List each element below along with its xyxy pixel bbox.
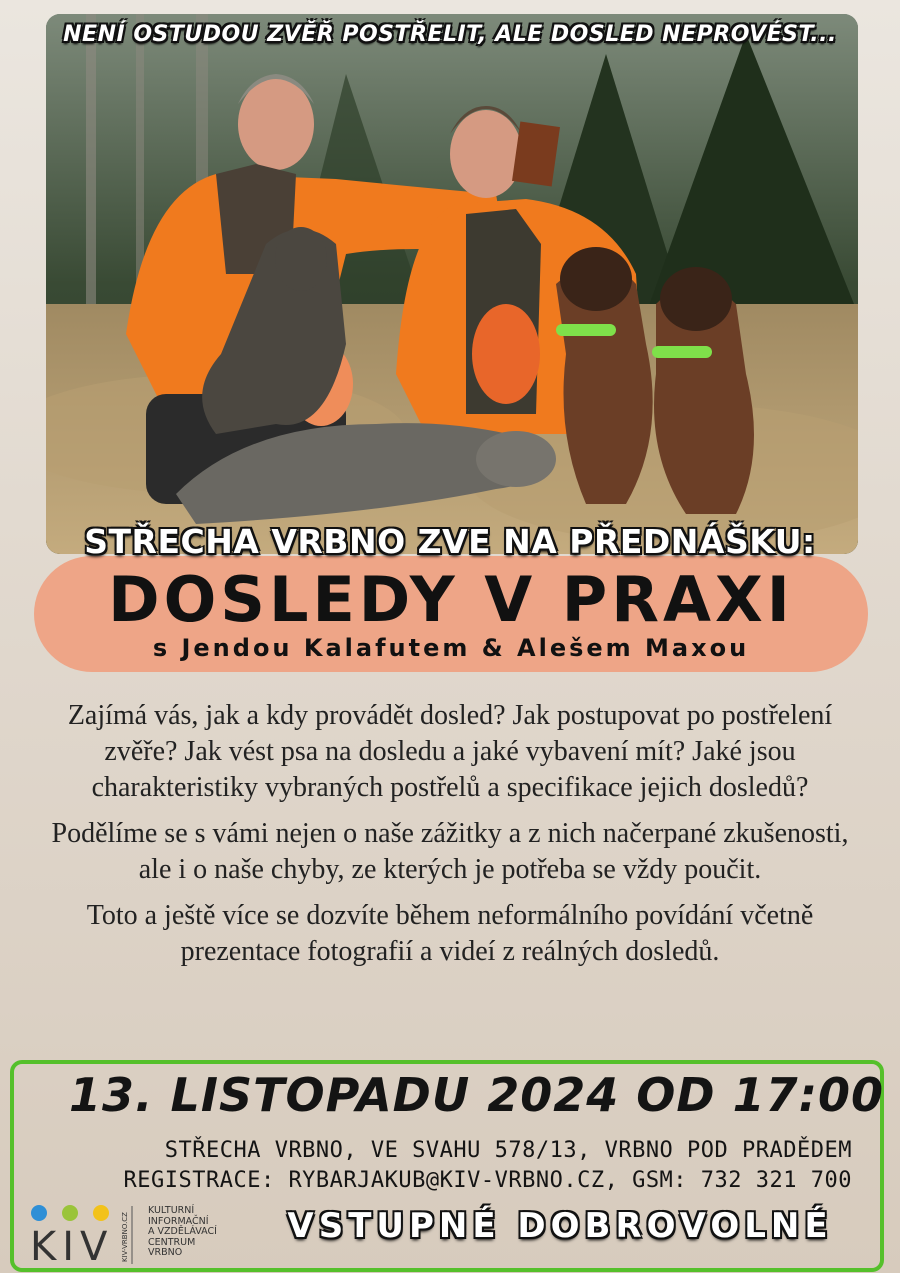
description-paragraph: Podělíme se s vámi nejen o naše zážitky a z nich načerpané zkušenosti, ale i o naše chyby, ze kterých je potřeba se vždy poučit.	[51, 818, 849, 885]
hero-photo	[46, 14, 858, 554]
logo-caption-line: CENTRUM	[148, 1236, 196, 1248]
registration-contact: REGISTRACE: RYBARJAKUB@KIV-VRBNO.CZ, GSM: 732 321 700	[123, 1168, 852, 1193]
event-address: STŘECHA VRBNO, VE SVAHU 578/13, VRBNO POD PRADĚDEM	[164, 1138, 852, 1163]
event-date-time: 13. LISTOPADU 2024 OD 17:00	[69, 1068, 884, 1122]
invite-heading: STŘECHA VRBNO ZVE NA PŘEDNÁŠKU:	[84, 522, 816, 561]
description-paragraph: Toto a ještě více se dozvíte během neformálního povídání včetně prezentace fotografií a videí z reálných dosledů.	[86, 900, 814, 967]
logo-caption-line: VRBNO	[148, 1247, 183, 1258]
description-paragraph: Zajímá vás, jak a kdy provádět dosled? Jak postupovat po postřelení zvěře? Jak vést psa na dosledu a jaké vybavení mít? Jaké jsou charakteristiky vybraných postřelů a specifikace jejich dosledů?	[67, 700, 833, 803]
speakers-line: s Jendou Kalafutem & Alešem Maxou	[152, 634, 750, 662]
logo-caption	[148, 1206, 217, 1259]
logo-caption-line: INFORMAČNÍ	[148, 1215, 209, 1227]
event-title: DOSLEDY V PRAXI	[108, 563, 794, 636]
logo-caption-line: A VZDĚLÁVACÍ	[148, 1226, 217, 1237]
top-quote: NENÍ OSTUDOU ZVĚŘ POSTŘELIT, ALE DOSLED NEPROVÉST...	[63, 22, 837, 47]
logo-dot-yellow-icon	[93, 1205, 109, 1221]
logo-wordmark: KIV	[30, 1224, 114, 1266]
logo-dot-green-icon	[62, 1205, 78, 1221]
logo-url: KIV-VRBNO.CZ	[121, 1212, 129, 1262]
entry-fee: VSTUPNÉ DOBROVOLNÉ	[287, 1206, 833, 1246]
description	[40, 698, 860, 980]
logo-dot-blue-icon	[31, 1205, 47, 1221]
logo-caption-line: KULTURNÍ	[148, 1205, 195, 1216]
hunters-with-dogs-illustration	[46, 14, 858, 554]
